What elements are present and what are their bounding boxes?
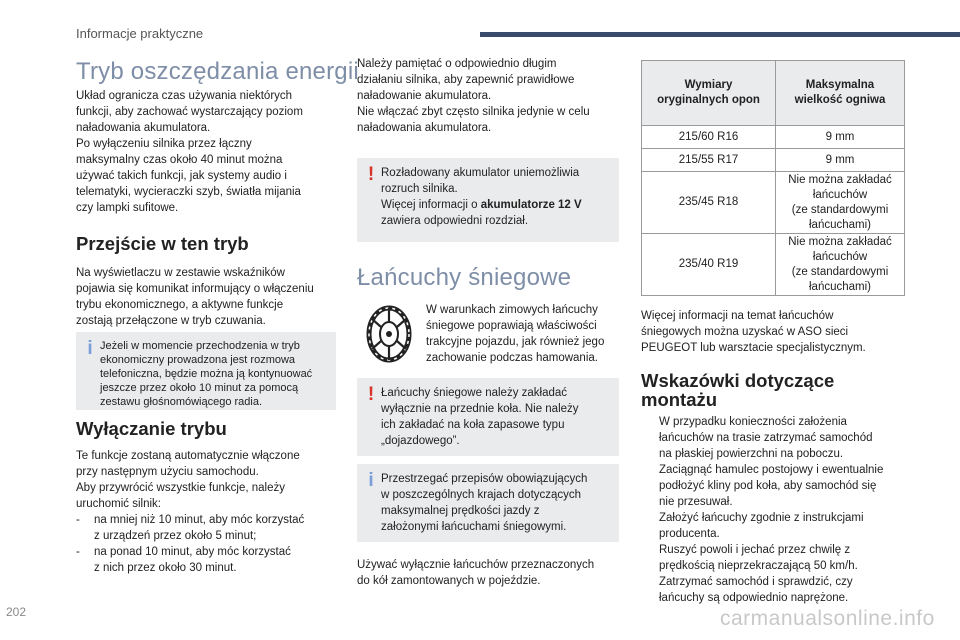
battery-link-text: akumulatorze 12 V bbox=[480, 199, 582, 211]
enter-mode-text bbox=[76, 265, 338, 329]
text-line: naładowania akumulatora. bbox=[76, 122, 211, 134]
text-line: naładowanie akumulatora. bbox=[357, 90, 492, 102]
text-line: Założyć łańcuchy zgodnie z instrukcjami bbox=[659, 512, 864, 524]
energy-intro bbox=[76, 88, 338, 216]
chain-size-table bbox=[641, 60, 905, 296]
header-max-link-size bbox=[776, 61, 905, 126]
text-line: funkcji, aby zachować wystarczający poziom bbox=[76, 106, 303, 118]
text-line: zostają przełączone w tryb czuwania. bbox=[76, 315, 266, 327]
list-item bbox=[641, 414, 923, 462]
text-line: łańcuchami) bbox=[809, 218, 871, 231]
text-line: (ze standardowymi bbox=[791, 265, 889, 278]
text-line: telematyki, wycieraczki szyb, światła mijania bbox=[76, 186, 301, 198]
link-size-cell bbox=[776, 149, 905, 172]
text-line: do kół zamontowanych w pojeździe. bbox=[357, 575, 541, 587]
text-line: oryginalnych opon bbox=[657, 94, 760, 106]
tyre-size-cell: 235/40 R19 bbox=[642, 234, 776, 296]
table-row bbox=[642, 234, 905, 296]
info-icon: i bbox=[368, 470, 374, 491]
text-line: telefoniczna, będzie można ją kontynuować bbox=[100, 368, 313, 380]
list-item bbox=[641, 510, 923, 542]
battery-charge-text bbox=[357, 56, 621, 136]
text-line: działaniu silnika, aby zapewnić prawidłowe bbox=[357, 74, 575, 86]
text-line: śniegowych można uzyskać w ASO sieci bbox=[641, 326, 849, 338]
text-line: łańcuchami) bbox=[809, 280, 871, 293]
text-line: używać takich funkcji, jak systemy audio i bbox=[76, 170, 287, 182]
list-item bbox=[76, 544, 344, 576]
text-line: jeszcze przez około 10 minut za pomocą bbox=[100, 382, 299, 394]
text-line: Przestrzegać przepisów obowiązujących bbox=[381, 473, 588, 485]
text-line: trakcyjne pojazdu, jak również jego bbox=[426, 336, 605, 348]
page-number: 202 bbox=[6, 605, 27, 619]
text-line: W przypadku konieczności założenia bbox=[659, 416, 847, 428]
text-span: Więcej informacji o bbox=[381, 199, 481, 211]
heading-disable-mode: Wyłączanie trybu bbox=[76, 418, 227, 439]
info-note-speed-limits bbox=[357, 464, 619, 542]
text-line: 9 mm bbox=[825, 130, 855, 143]
warning-icon: ! bbox=[367, 384, 375, 405]
text-line: Aby przywrócić wszystkie funkcje, należy bbox=[76, 482, 285, 494]
text-line: w poszczególnych krajach dotyczących bbox=[381, 489, 582, 501]
text-line: czy lampki sufitowe. bbox=[76, 202, 179, 214]
text-line: łańcuchów bbox=[812, 188, 868, 201]
text-line: naładowania akumulatora. bbox=[357, 122, 492, 134]
text-line: Nie można zakładać bbox=[788, 235, 892, 248]
dash-marker: - bbox=[76, 514, 80, 526]
text-line: Nie można zakładać bbox=[788, 173, 892, 186]
info-icon: i bbox=[87, 338, 93, 359]
note-text bbox=[100, 339, 330, 409]
text-line: ekonomiczny prowadzona jest rozmowa bbox=[100, 354, 296, 366]
snow-chains-intro bbox=[426, 302, 622, 366]
snow-chain-icon bbox=[366, 305, 412, 363]
dash-marker: - bbox=[76, 546, 80, 558]
chains-usage-text bbox=[357, 557, 621, 589]
note-text bbox=[381, 385, 613, 449]
tyre-size-cell: 215/55 R17 bbox=[642, 149, 776, 172]
text-line: Jeżeli w momencie przechodzenia w tryb bbox=[100, 340, 300, 352]
more-info-text bbox=[641, 308, 905, 356]
heading-enter-mode: Przejście w ten tryb bbox=[76, 233, 249, 254]
heading-line: Wskazówki dotyczące bbox=[641, 370, 835, 391]
text-line: PEUGEOT lub warsztacie specjalistycznym. bbox=[641, 342, 866, 354]
table-header-row bbox=[642, 61, 905, 126]
warning-note-battery bbox=[357, 158, 619, 242]
text-line: Po wyłączeniu silnika przez łączny bbox=[76, 138, 252, 150]
section-title-snow-chains: Łańcuchy śniegowe bbox=[357, 264, 572, 291]
text-line: Układ ogranicza czas używania niektórych bbox=[76, 90, 293, 102]
text-line: Należy pamiętać o odpowiednio długim bbox=[357, 58, 557, 70]
watermark: carmanualsonline.info bbox=[720, 607, 935, 630]
text-line: z nich przez około 30 minut. bbox=[94, 562, 237, 574]
text-line: nie przesuwał. bbox=[659, 496, 733, 508]
text-line: trybu ekonomicznego, a aktywne funkcje bbox=[76, 299, 284, 311]
link-size-cell bbox=[776, 172, 905, 234]
list-item bbox=[641, 574, 923, 606]
tyre-size-cell: 215/60 R16 bbox=[642, 126, 776, 149]
text-line: Używać wyłącznie łańcuchów przeznaczonych bbox=[357, 559, 595, 571]
note-text bbox=[381, 165, 613, 229]
text-line: Na wyświetlaczu w zestawie wskaźników bbox=[76, 267, 285, 279]
text-line: zawiera odpowiedni rozdział. bbox=[381, 215, 529, 227]
text-line: na mniej niż 10 minut, aby móc korzystać bbox=[94, 514, 305, 526]
info-note-phone-call bbox=[76, 332, 336, 410]
text-line: Zatrzymać samochód i sprawdzić, czy bbox=[659, 576, 853, 588]
text-line: (ze standardowymi bbox=[791, 203, 889, 216]
text-line: Łańcuchy śniegowe należy zakładać bbox=[381, 387, 568, 399]
text-line: Wymiary bbox=[684, 79, 733, 91]
header-tyre-dimensions bbox=[642, 61, 776, 126]
text-line: zachowanie podczas hamowania. bbox=[426, 352, 598, 364]
text-line: Zaciągnąć hamulec postojowy i ewentualnie bbox=[659, 464, 884, 476]
text-line: założonymi łańcuchami śniegowymi. bbox=[381, 521, 567, 533]
heading-line: montażu bbox=[641, 389, 718, 410]
text-line: ich zakładać na koła zapasowe typu bbox=[381, 419, 565, 431]
warning-icon: ! bbox=[367, 164, 375, 185]
list-item bbox=[76, 512, 344, 544]
table-row bbox=[642, 172, 905, 234]
text-line: na płaskiej powierzchni na poboczu. bbox=[659, 448, 844, 460]
tyre-size-cell: 235/45 R18 bbox=[642, 172, 776, 234]
list-item bbox=[641, 462, 923, 510]
text-line: podłożyć kliny pod koła, aby samochód się bbox=[659, 480, 877, 492]
text-line bbox=[381, 197, 613, 213]
text-line: łańcuchów bbox=[812, 250, 868, 263]
section-title-energy-saving: Tryb oszczędzania energii bbox=[76, 58, 359, 85]
text-line: Więcej informacji na temat łańcuchów bbox=[641, 310, 834, 322]
text-line: Te funkcje zostaną automatycznie włączone bbox=[76, 450, 300, 462]
text-line: przy następnym użyciu samochodu. bbox=[76, 466, 259, 478]
text-line: Maksymalna bbox=[805, 79, 875, 91]
text-line: łańcuchów na trasie zatrzymać samochód bbox=[659, 432, 873, 444]
text-line: łańcuchy są odpowiednio naprężone. bbox=[659, 592, 849, 604]
text-line: śniegowe poprawiają właściwości bbox=[426, 320, 597, 332]
text-line: W warunkach zimowych łańcuchy bbox=[426, 304, 598, 316]
text-line: maksymalny czas około 40 minut można bbox=[76, 154, 283, 166]
table-row bbox=[642, 126, 905, 149]
warning-note-front-wheels bbox=[357, 378, 619, 456]
text-line: Ruszyć powoli i jechać przez chwilę z bbox=[659, 544, 851, 556]
text-line: wielkość ogniwa bbox=[794, 94, 886, 106]
link-size-cell bbox=[776, 126, 905, 149]
text-line: producenta. bbox=[659, 528, 720, 540]
text-line: rozruch silnika. bbox=[381, 183, 458, 195]
list-item bbox=[641, 542, 923, 574]
table-row bbox=[642, 149, 905, 172]
disable-mode-text bbox=[76, 448, 338, 512]
text-line: maksymalnej prędkości jazdy z bbox=[381, 505, 540, 517]
text-line: Rozładowany akumulator uniemożliwia bbox=[381, 167, 580, 179]
text-line: 9 mm bbox=[825, 153, 855, 166]
text-line: zestawu głośnomówiącego radia. bbox=[100, 396, 263, 408]
text-line: Nie włączać zbyt często silnika jedynie w celu bbox=[357, 106, 590, 118]
note-text bbox=[381, 471, 613, 535]
text-line: z urządzeń przez około 5 minut; bbox=[94, 530, 257, 542]
running-header: Informacje praktyczne bbox=[76, 26, 204, 41]
text-line: prędkością nieprzekraczającą 50 km/h. bbox=[659, 560, 858, 572]
link-size-cell bbox=[776, 234, 905, 296]
text-line: „dojazdowego”. bbox=[381, 435, 460, 447]
heading-mounting-tips bbox=[641, 371, 834, 409]
header-rule bbox=[480, 32, 960, 37]
text-line: pojawia się komunikat informujący o włączeniu bbox=[76, 283, 314, 295]
text-line: na ponad 10 minut, aby móc korzystać bbox=[94, 546, 291, 558]
text-line: uruchomić silnik: bbox=[76, 498, 161, 510]
text-line: wyłącznie na przednie koła. Nie należy bbox=[381, 403, 579, 415]
